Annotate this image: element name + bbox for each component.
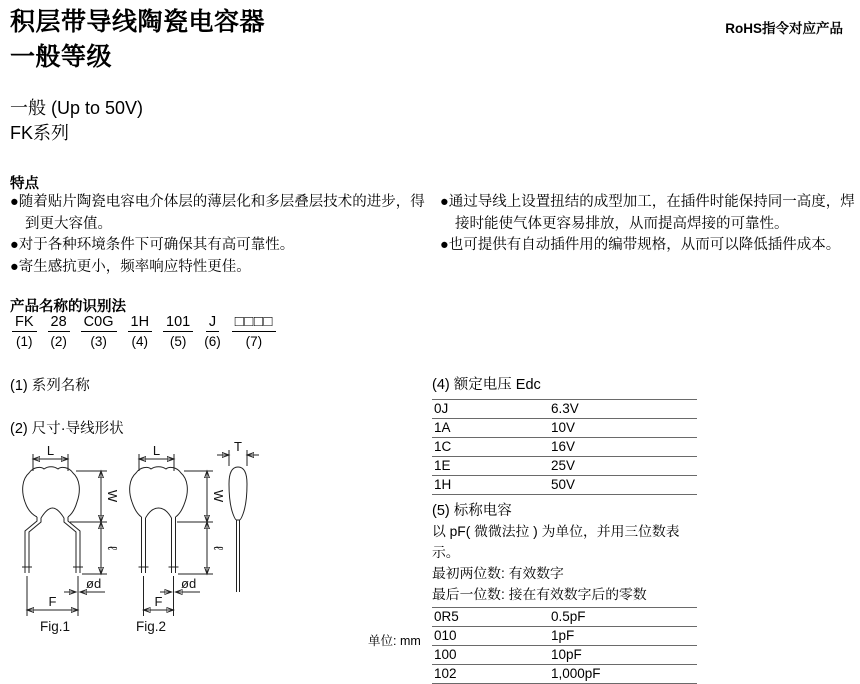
page-title <box>10 5 265 75</box>
table-row <box>432 627 697 646</box>
capacitance-desc-line: 以 pF( 微微法拉 ) 为单位，并用三位数表示。 <box>432 524 680 560</box>
section2-heading: (2) 尺寸·导线形状 <box>10 421 124 437</box>
capacitance-code: 010 <box>432 627 549 646</box>
capacitance-desc-line: 最初两位数: 有效数字 <box>432 566 564 581</box>
unit-note: 单位: mm <box>368 634 421 648</box>
series-voltage-range: 一般 (Up to 50V) <box>10 98 144 118</box>
part-segment-index: (1) <box>16 334 33 349</box>
part-segment-index: (6) <box>204 334 221 349</box>
dim-label-W: W <box>211 489 226 503</box>
part-segment <box>81 314 117 349</box>
rated-voltage-section <box>432 377 697 495</box>
nominal-capacitance-section <box>432 503 697 684</box>
part-segment <box>232 314 276 349</box>
dim-label-lead-length: ℓ <box>211 545 226 551</box>
dim-label-W: W <box>105 489 120 503</box>
voltage-value: 6.3V <box>549 400 697 419</box>
dim-label-L: L <box>152 443 161 458</box>
part-segment <box>48 314 70 349</box>
voltage-code: 1C <box>432 438 549 457</box>
table-row <box>432 457 697 476</box>
capacitance-code: 102 <box>432 665 549 684</box>
voltage-value: 10V <box>549 419 697 438</box>
rohs-badge: RoHS指令对应产品 <box>725 21 843 36</box>
section1-heading: (1) 系列名称 <box>10 378 90 394</box>
part-numbering-heading: 产品名称的识别法 <box>10 299 126 315</box>
part-code: 28 <box>48 314 70 332</box>
voltage-code: 1E <box>432 457 549 476</box>
fig2-drawing <box>130 443 226 634</box>
feature-item: ●寄生感抗更小，频率响应特性更佳。 <box>10 258 251 275</box>
dim-label-L: L <box>46 443 55 458</box>
capacitance-code-table <box>432 607 697 684</box>
part-code: 1H <box>128 314 153 332</box>
capacitance-code: 0R5 <box>432 608 549 627</box>
table-row <box>432 476 697 495</box>
capacitance-code: 100 <box>432 646 549 665</box>
table-row <box>432 438 697 457</box>
series-subtitle <box>10 96 143 146</box>
fig2-caption: Fig.2 <box>136 619 167 634</box>
capacitance-value: 10pF <box>549 646 697 665</box>
rated-voltage-table <box>432 399 697 495</box>
dim-label-lead-diameter: ød <box>181 576 197 591</box>
voltage-value: 25V <box>549 457 697 476</box>
dim-label-lead-diameter: ød <box>86 576 102 591</box>
table-row <box>432 608 697 627</box>
dim-label-T: T <box>234 439 242 454</box>
table-row <box>432 646 697 665</box>
part-segment-index: (5) <box>169 334 187 349</box>
features-left-column <box>10 192 432 278</box>
part-number-diagram <box>12 314 276 349</box>
part-segment-index: (4) <box>131 334 149 349</box>
fig1-drawing <box>22 443 120 634</box>
part-code: 101 <box>163 314 193 332</box>
dim-label-lead-length: ℓ <box>105 545 120 551</box>
capacitance-desc-line: 最后一位数: 接在有效数字后的零数 <box>432 587 647 602</box>
part-code: FK <box>12 314 37 332</box>
feature-item: ●对于各种环境条件下可确保其有高可靠性。 <box>10 237 295 253</box>
capacitance-value: 1pF <box>549 627 697 646</box>
fig1-caption: Fig.1 <box>40 619 71 634</box>
part-code: J <box>206 314 219 332</box>
capacitance-description <box>432 521 697 605</box>
feature-item: ●通过导线上设置扭结的成型加工，在插件时能保持同一高度，焊接时能使气体更容易排放，从而提高焊接的可靠性。 <box>440 194 855 232</box>
part-segment-index: (3) <box>90 334 107 349</box>
voltage-value: 16V <box>549 438 697 457</box>
part-code-placeholder-boxes: □□□□ <box>232 314 276 332</box>
table-row <box>432 419 697 438</box>
part-segment-index: (7) <box>245 334 263 349</box>
capacitance-value: 1,000pF <box>549 665 697 684</box>
part-segment <box>128 314 153 349</box>
page-title-line2: 一般等级 <box>10 43 113 71</box>
part-segment <box>204 314 221 349</box>
features-heading: 特点 <box>10 176 39 192</box>
part-segment-index: (2) <box>50 334 67 349</box>
rated-voltage-heading: (4) 额定电压 Edc <box>432 377 541 393</box>
part-segment <box>163 314 193 349</box>
dimension-figure <box>10 440 280 640</box>
capacitance-value: 0.5pF <box>549 608 697 627</box>
voltage-code: 1H <box>432 476 549 495</box>
side-view-drawing <box>217 439 259 592</box>
part-segment <box>12 314 37 349</box>
part-code: C0G <box>81 314 117 332</box>
feature-item: ●随着贴片陶瓷电容电介体层的薄层化和多层叠层技术的进步，得到更大容值。 <box>10 194 425 232</box>
voltage-code: 0J <box>432 400 549 419</box>
features-right-column <box>440 192 856 257</box>
dim-label-F: F <box>48 594 57 609</box>
nominal-capacitance-heading: (5) 标称电容 <box>432 503 512 519</box>
table-row <box>432 400 697 419</box>
dim-label-F: F <box>154 594 163 609</box>
table-row <box>432 665 697 684</box>
series-name: FK系列 <box>10 123 70 143</box>
page-title-line1: 积层带导线陶瓷电容器 <box>10 8 266 36</box>
voltage-code: 1A <box>432 419 549 438</box>
feature-item: ●也可提供有自动插件用的编带规格，从而可以降低插件成本。 <box>440 237 841 253</box>
voltage-value: 50V <box>549 476 697 495</box>
